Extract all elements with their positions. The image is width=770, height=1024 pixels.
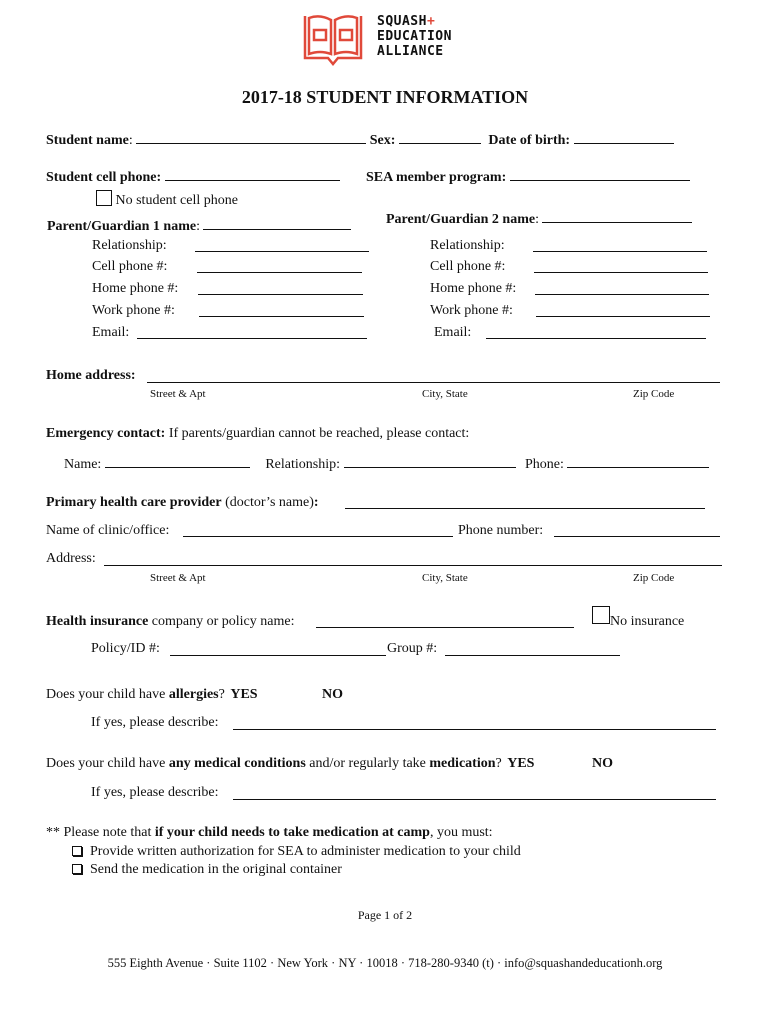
dob-label: Date of birth: <box>488 133 571 148</box>
guardian1-email-field[interactable] <box>137 326 367 339</box>
allergies-question: Does your child have <box>46 687 169 702</box>
note-prefix: ** Please note that <box>46 825 155 840</box>
relationship-label: Relationship: <box>92 238 167 253</box>
medical-describe-field[interactable] <box>233 787 716 800</box>
sea-program-field[interactable] <box>510 168 690 181</box>
guardian1-heading: Parent/Guardian 1 name <box>47 219 197 234</box>
book-logo-icon <box>300 12 366 68</box>
medical-no-option[interactable]: NO <box>592 756 613 771</box>
logo-line-3: ALLIANCE <box>377 44 444 59</box>
logo-line-1: SQUASH <box>377 14 427 29</box>
guardian2-heading: Parent/Guardian 2 name <box>386 212 536 227</box>
emergency-relationship-label: Relationship: <box>265 457 340 472</box>
allergies-describe-field[interactable] <box>233 717 716 730</box>
student-cell-label: Student cell phone: <box>46 170 162 185</box>
provider-phone-field[interactable] <box>554 524 720 537</box>
policy-field[interactable] <box>170 643 386 656</box>
cell-phone-label: Cell phone #: <box>92 259 168 274</box>
zip-caption: Zip Code <box>633 388 675 400</box>
note-item <box>72 863 342 877</box>
work-phone-label: Work phone #: <box>92 303 175 318</box>
guardian2-work-field[interactable] <box>536 304 710 317</box>
colon: : <box>535 212 539 227</box>
sex-field[interactable] <box>399 131 481 144</box>
medical-keyword: any medical conditions <box>168 756 306 771</box>
student-cell-field[interactable] <box>165 168 340 181</box>
group-field[interactable] <box>445 643 620 656</box>
sex-label: Sex: <box>369 133 396 148</box>
emergency-name-field[interactable] <box>105 455 250 468</box>
cell-phone-label: Cell phone #: <box>430 259 506 274</box>
provider-name-field[interactable] <box>345 496 705 509</box>
provider-label: Primary health care provider <box>46 495 222 510</box>
insurance-label: Health insurance <box>46 614 149 629</box>
city-caption: City, State <box>422 388 468 400</box>
guardian1-cell-field[interactable] <box>197 260 362 273</box>
sea-program-label: SEA member program: <box>366 170 507 185</box>
guardian2-email-field[interactable] <box>486 326 706 339</box>
emergency-label: Emergency contact: <box>46 426 166 441</box>
question-mark: ? <box>218 687 225 702</box>
zip-caption: Zip Code <box>633 572 675 584</box>
page-title: 2017-18 STUDENT INFORMATION <box>241 87 529 107</box>
allergies-no-option[interactable]: NO <box>322 687 343 702</box>
policy-label: Policy/ID #: <box>91 641 160 656</box>
emergency-relationship-field[interactable] <box>344 455 516 468</box>
note-item-text: Send the medication in the original container <box>90 862 342 877</box>
question-mark: ? <box>495 756 502 771</box>
colon: : <box>128 133 133 148</box>
city-caption: City, State <box>422 572 468 584</box>
colon: : <box>196 219 200 234</box>
emergency-name-label: Name: <box>64 457 102 472</box>
medical-question: Does your child have <box>46 756 169 771</box>
colon: : <box>313 495 319 510</box>
guardian1-home-field[interactable] <box>198 282 363 295</box>
page-number: Page 1 of 2 <box>357 908 413 922</box>
allergies-yes-option[interactable]: YES <box>230 687 258 702</box>
provider-paren: (doctor’s name) <box>221 495 314 510</box>
checkbox-bullet-icon <box>72 864 82 874</box>
street-caption: Street & Apt <box>150 388 206 400</box>
insurance-text: company or policy name: <box>148 614 295 629</box>
guardian1-work-field[interactable] <box>199 304 364 317</box>
provider-phone-label: Phone number: <box>458 523 544 538</box>
guardian2-home-field[interactable] <box>535 282 709 295</box>
note-item-text: Provide written authorization for SEA to administer medication to your child <box>90 844 521 859</box>
insurance-name-field[interactable] <box>316 615 574 628</box>
medication-keyword: medication <box>429 756 496 771</box>
emergency-phone-field[interactable] <box>567 455 709 468</box>
provider-address-field[interactable] <box>104 553 722 566</box>
note-bold: if your child needs to take medication at camp <box>154 825 430 840</box>
relationship-label: Relationship: <box>430 238 505 253</box>
emergency-phone-label: Phone: <box>525 457 564 472</box>
group-label: Group #: <box>387 641 438 656</box>
note-suffix: , you must: <box>429 825 493 840</box>
no-cell-label: No student cell phone <box>115 193 238 208</box>
no-insurance-label: No insurance <box>610 614 685 629</box>
guardian1-relationship-field[interactable] <box>195 239 369 252</box>
dob-field[interactable] <box>574 131 674 144</box>
email-label: Email: <box>92 325 130 340</box>
footer-address: 555 Eighth Avenue · Suite 1102 · New York · NY · 10018 · 718-280-9340 (t) · info@squashandeducationh.org <box>107 956 663 970</box>
medical-yes-option[interactable]: YES <box>507 756 535 771</box>
street-caption: Street & Apt <box>150 572 206 584</box>
email-label: Email: <box>434 325 472 340</box>
student-name-field[interactable] <box>136 131 366 144</box>
home-address-field[interactable] <box>147 370 720 383</box>
allergies-describe-label: If yes, please describe: <box>91 715 219 730</box>
guardian2-cell-field[interactable] <box>534 260 708 273</box>
guardian2-relationship-field[interactable] <box>533 239 707 252</box>
home-address-label: Home address: <box>46 368 136 383</box>
note-item <box>72 845 521 859</box>
checkbox-bullet-icon <box>72 846 82 856</box>
guardian1-relationship-row <box>92 239 167 253</box>
logo-line-2: EDUCATION <box>377 29 452 44</box>
allergies-keyword: allergies <box>168 687 219 702</box>
home-phone-label: Home phone #: <box>430 281 517 296</box>
clinic-label: Name of clinic/office: <box>46 523 170 538</box>
medical-describe-label: If yes, please describe: <box>91 785 219 800</box>
home-phone-label: Home phone #: <box>92 281 179 296</box>
work-phone-label: Work phone #: <box>430 303 513 318</box>
guardian2-name-field[interactable] <box>542 210 692 223</box>
clinic-field[interactable] <box>183 524 453 537</box>
no-insurance-checkbox[interactable] <box>592 606 610 624</box>
logo-plus: + <box>426 14 436 29</box>
student-name-label: Student name <box>46 133 129 148</box>
medical-question-mid: and/or regularly take <box>305 756 430 771</box>
no-cell-checkbox[interactable] <box>96 190 112 206</box>
provider-address-label: Address: <box>46 551 96 566</box>
emergency-text: If parents/guardian cannot be reached, please contact: <box>165 426 470 441</box>
guardian1-name-field[interactable] <box>203 217 351 230</box>
